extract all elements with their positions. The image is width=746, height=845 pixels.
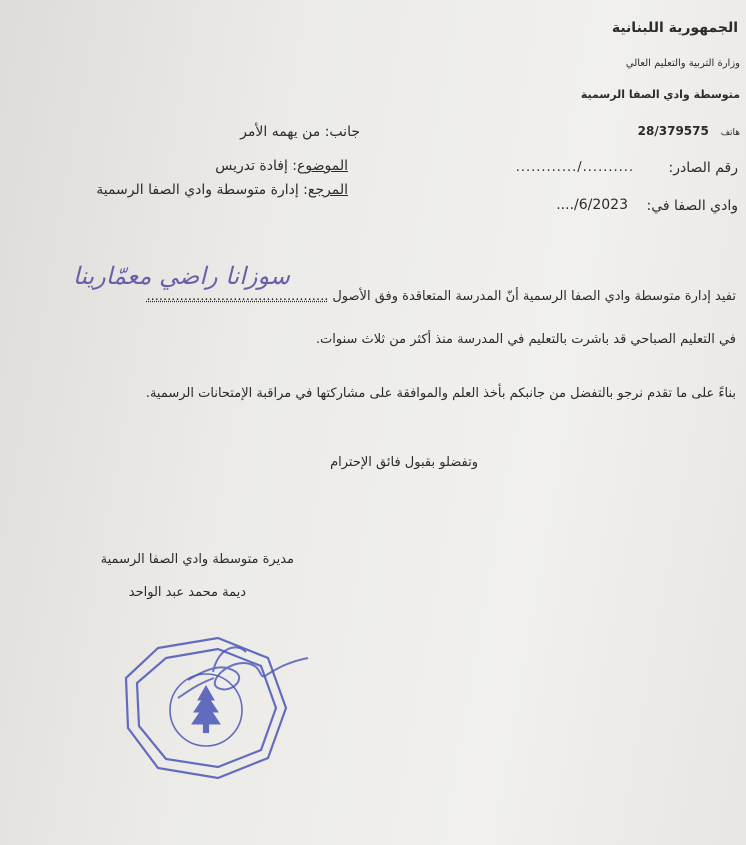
paragraph-1-text: تفيد إدارة متوسطة وادي الصفا الرسمية أنّ المدرسة المتعاقدة وفق الأصول (332, 289, 736, 304)
cedar-stamp-icon (118, 628, 318, 788)
date-label: وادي الصفا في: (646, 198, 738, 214)
phone-line (638, 124, 740, 138)
reference-line (96, 182, 348, 198)
handwritten-teacher-name: سوزانا راضي معمّارينا (72, 262, 290, 290)
subject-line (215, 158, 348, 174)
phone-value: 28/379575 (637, 124, 709, 138)
date-value: ..../6/2023 (556, 197, 628, 213)
body-paragraph-1 (143, 289, 736, 304)
subject-label: الموضوع (297, 158, 348, 174)
phone-label: هاتف (720, 128, 740, 138)
country-heading: الجمهورية اللبنانية (611, 20, 738, 36)
subject-value: : إفادة تدريس (215, 158, 298, 174)
body-paragraph-2: في التعليم الصباحي قد باشرت بالتعليم في المدرسة منذ أكثر من ثلاث سنوات. (315, 332, 736, 347)
reference-label: المرجع (307, 182, 348, 198)
issued-label: رقم الصادر: (668, 160, 738, 176)
school-heading: متوسطة وادي الصفا الرسمية (580, 88, 740, 101)
reference-value: : إدارة متوسطة وادي الصفا الرسمية (96, 182, 308, 198)
ministry-heading: وزارة التربية والتعليم العالي (625, 58, 740, 69)
name-fill-line: ............................................ (146, 289, 329, 304)
signatory-name: ديمة محمد عبد الواحد (128, 585, 246, 600)
issued-value: ............/.......... (515, 160, 634, 175)
body-paragraph-3: بناءً على ما تقدم نرجو بالتفضل من جانبكم بأخذ العلم والموافقة على مشاركتها في مراقبة الإمتحانات الرسمية. (145, 386, 736, 401)
closing-line: وتفضلو بقبول فائق الإحترام (330, 455, 478, 470)
signatory-title: مديرة متوسطة وادي الصفا الرسمية (100, 552, 294, 567)
recipient-line: جانب: من يهمه الأمر (240, 124, 360, 140)
